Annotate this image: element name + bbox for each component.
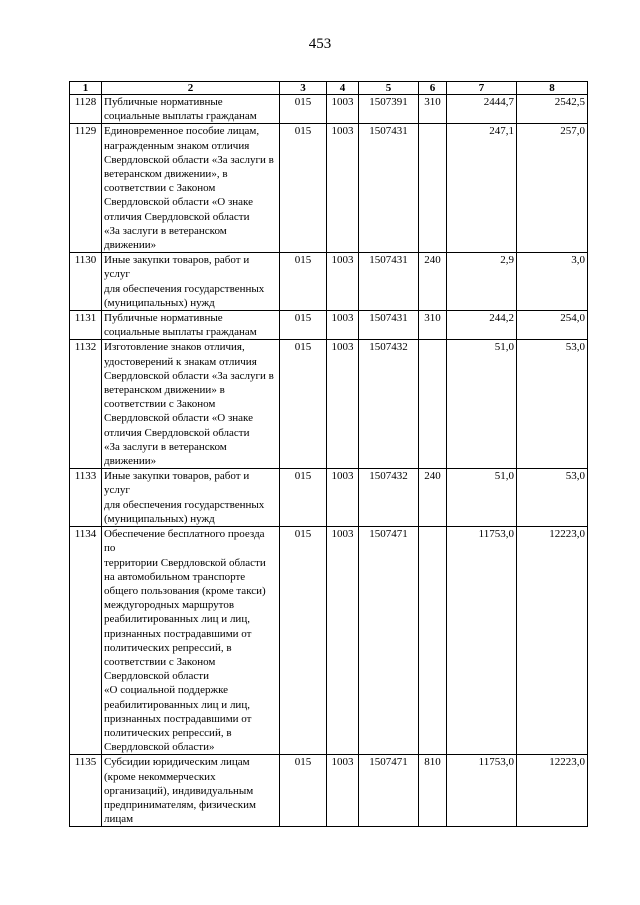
col8-amount: 53,0 (517, 340, 588, 469)
col5-code: 1507431 (359, 124, 419, 253)
col3-code: 015 (280, 124, 327, 253)
header-cell-6: 6 (419, 82, 447, 95)
table-header (70, 82, 588, 95)
col7-amount: 2444,7 (447, 95, 517, 124)
header-cell-3: 3 (280, 82, 327, 95)
budget-table (69, 81, 588, 827)
col6-code (419, 340, 447, 469)
col4-code: 1003 (327, 527, 359, 755)
col6-code (419, 527, 447, 755)
col4-code: 1003 (327, 311, 359, 340)
col3-code: 015 (280, 253, 327, 311)
header-cell-2: 2 (102, 82, 280, 95)
row-name: Субсидии юридическим лицам (кроме некоммерческих организаций), индивидуальным предпринимателям, физическим лицам (102, 755, 280, 827)
page-number: 453 (308, 36, 332, 52)
row-number: 1130 (70, 253, 102, 311)
col7-amount: 2,9 (447, 253, 517, 311)
col4-code: 1003 (327, 95, 359, 124)
col7-amount: 247,1 (447, 124, 517, 253)
row-name: Публичные нормативные социальные выплаты гражданам (102, 311, 280, 340)
col6-code: 310 (419, 95, 447, 124)
header-cell-7: 7 (447, 82, 517, 95)
col5-code: 1507391 (359, 95, 419, 124)
table-row (70, 253, 588, 311)
col5-code: 1507471 (359, 755, 419, 827)
col8-amount: 53,0 (517, 469, 588, 527)
col4-code: 1003 (327, 124, 359, 253)
header-cell-4: 4 (327, 82, 359, 95)
col6-code: 810 (419, 755, 447, 827)
col3-code: 015 (280, 340, 327, 469)
row-name: Иные закупки товаров, работ и услуг для обеспечения государственных (муниципальных) нужд (102, 469, 280, 527)
row-number: 1128 (70, 95, 102, 124)
col8-amount: 257,0 (517, 124, 588, 253)
table-row (70, 124, 588, 253)
col4-code: 1003 (327, 253, 359, 311)
col6-code (419, 124, 447, 253)
row-number: 1133 (70, 469, 102, 527)
col5-code: 1507431 (359, 253, 419, 311)
row-name: Публичные нормативные социальные выплаты гражданам (102, 95, 280, 124)
row-number: 1135 (70, 755, 102, 827)
table-row (70, 469, 588, 527)
col3-code: 015 (280, 95, 327, 124)
row-name: Обеспечение бесплатного проезда по территории Свердловской области на автомобильном транспорте общего пользования (кроме такси) междугородных маршрутов реабилитированных лиц и лиц, признанных пострадавшими от политических репрессий, в соответствии с Законом Свердловской области «О социальной поддержке реабилитированных лиц и лиц, признанных пострадавшими от политических репрессий, в Свердловской области» (102, 527, 280, 755)
col6-code: 240 (419, 253, 447, 311)
row-number: 1129 (70, 124, 102, 253)
table-row (70, 311, 588, 340)
col8-amount: 12223,0 (517, 527, 588, 755)
col7-amount: 244,2 (447, 311, 517, 340)
row-name: Иные закупки товаров, работ и услуг для обеспечения государственных (муниципальных) нужд (102, 253, 280, 311)
col5-code: 1507432 (359, 340, 419, 469)
table-body (70, 95, 588, 827)
col8-amount: 254,0 (517, 311, 588, 340)
col8-amount: 3,0 (517, 253, 588, 311)
row-name: Изготовление знаков отличия, удостоверений к знакам отличия Свердловской области «За заслуги в ветеранском движении» в соответствии с Законом Свердловской области «О знаке отличия Свердловской области «За заслуги в ветеранском движении» (102, 340, 280, 469)
col5-code: 1507471 (359, 527, 419, 755)
header-cell-8: 8 (517, 82, 588, 95)
table-row (70, 340, 588, 469)
col3-code: 015 (280, 469, 327, 527)
col4-code: 1003 (327, 340, 359, 469)
col5-code: 1507431 (359, 311, 419, 340)
table-row (70, 95, 588, 124)
row-name: Единовременное пособие лицам, награжденным знаком отличия Свердловской области «За заслуги в ветеранском движении», в соответствии с Законом Свердловской области «О знаке отличия Свердловской области «За заслуги в ветеранском движении» (102, 124, 280, 253)
col3-code: 015 (280, 527, 327, 755)
header-row (70, 82, 588, 95)
col3-code: 015 (280, 755, 327, 827)
col8-amount: 12223,0 (517, 755, 588, 827)
row-number: 1131 (70, 311, 102, 340)
table-row (70, 755, 588, 827)
col7-amount: 11753,0 (447, 527, 517, 755)
row-number: 1132 (70, 340, 102, 469)
col7-amount: 11753,0 (447, 755, 517, 827)
row-number: 1134 (70, 527, 102, 755)
col4-code: 1003 (327, 755, 359, 827)
col5-code: 1507432 (359, 469, 419, 527)
col7-amount: 51,0 (447, 340, 517, 469)
col6-code: 310 (419, 311, 447, 340)
col6-code: 240 (419, 469, 447, 527)
table-row (70, 527, 588, 755)
col7-amount: 51,0 (447, 469, 517, 527)
header-cell-1: 1 (70, 82, 102, 95)
col3-code: 015 (280, 311, 327, 340)
header-cell-5: 5 (359, 82, 419, 95)
col8-amount: 2542,5 (517, 95, 588, 124)
col4-code: 1003 (327, 469, 359, 527)
